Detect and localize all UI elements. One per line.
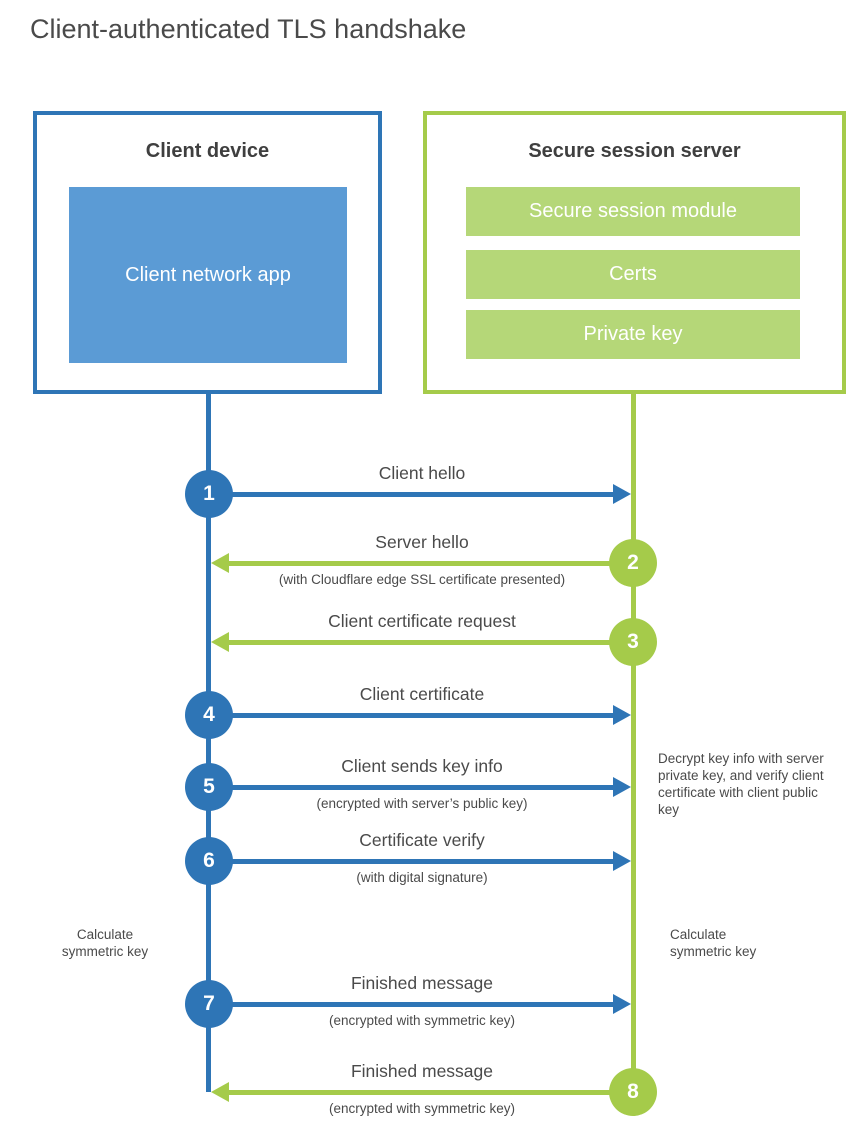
client-network-app-label: Client network app [125,264,291,286]
step-sublabel: (encrypted with symmetric key) [328,1101,516,1116]
arrow-head-icon [613,994,631,1014]
step-label: Client hello [378,463,466,483]
step-4-arrow [211,713,615,718]
page-title: Client-authenticated TLS handshake [30,14,467,44]
step-number-badge: 8 [609,1068,657,1116]
arrow-head-icon [211,632,229,652]
step-3-arrow [227,640,633,645]
calculate-symmetric-key-note-client: Calculate symmetric key [61,927,149,959]
arrow-head-icon [613,484,631,504]
arrow-head-icon [613,777,631,797]
step-1-arrow [211,492,615,497]
step-6-arrow [211,859,615,864]
step-2-arrow [227,561,633,566]
arrow-head-icon [211,553,229,573]
step-number-badge: 6 [185,837,233,885]
arrow-head-icon [211,1082,229,1102]
step-number-badge: 1 [185,470,233,518]
step-label: Certificate verify [359,830,485,850]
client-device-title: Client device [145,140,270,162]
client-network-app-box [69,187,347,363]
step-5-arrow [211,785,615,790]
secure-session-server-title: Secure session server [528,140,741,162]
step-label: Client certificate request [328,611,516,631]
step-sublabel: (encrypted with server’s public key) [316,796,528,811]
arrow-head-icon [613,705,631,725]
calculate-symmetric-key-note-server: Calculate symmetric key [670,927,757,959]
server-module-bar: Private key [466,310,800,359]
step-sublabel: (with digital signature) [356,870,488,885]
step-7-arrow [211,1002,615,1007]
arrow-head-icon [613,851,631,871]
step-number-badge: 4 [185,691,233,739]
step-number-badge: 5 [185,763,233,811]
step-sublabel: (encrypted with symmetric key) [328,1013,516,1028]
server-module-bar: Secure session module [466,187,800,236]
step-label: Finished message [350,973,494,993]
step-sublabel: (with Cloudflare edge SSL certificate presented) [278,572,566,587]
step-number-badge: 7 [185,980,233,1028]
step-label: Server hello [375,532,469,552]
step-label: Client sends key info [341,756,503,776]
step-8-arrow [227,1090,633,1095]
step-label: Finished message [350,1061,494,1081]
step-label: Client certificate [359,684,485,704]
server-module-bar: Certs [466,250,800,299]
step-number-badge: 2 [609,539,657,587]
step-number-badge: 3 [609,618,657,666]
decrypt-note: Decrypt key info with server private key, and verify client certificate with client public key [658,751,824,817]
